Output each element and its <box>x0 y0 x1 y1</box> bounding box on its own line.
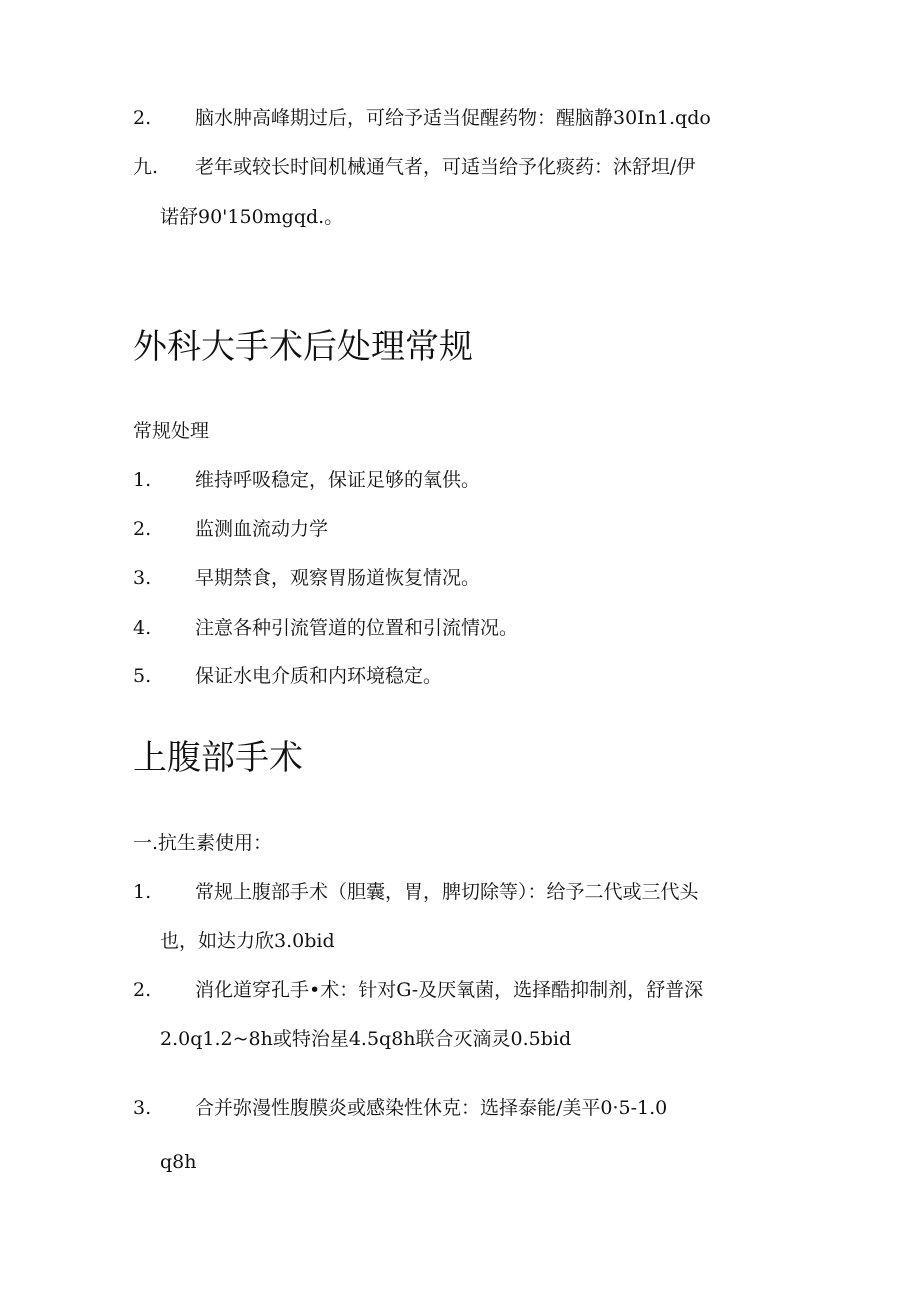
item-text: 监测血流动力学 <box>195 518 329 540</box>
item-number: 2. <box>133 518 152 540</box>
section-heading: 上腹部手术 <box>133 738 303 778</box>
item-text: 消化道穿孔手•术：针对G-及厌氧菌，选择酷抑制剂，舒普深 <box>195 979 704 1001</box>
item-text: 维持呼吸稳定，保证足够的氧供。 <box>195 469 481 491</box>
section-heading: 外科大手术后处理常规 <box>133 327 473 367</box>
item-text-continuation: q8h <box>160 1151 197 1173</box>
item-number: 2. <box>133 979 152 1001</box>
section-subtitle: 常规处理 <box>133 420 210 442</box>
item-text: 注意各种引流管道的位置和引流情况。 <box>195 617 519 639</box>
item-number: 3. <box>133 1097 152 1119</box>
item-text: 保证水电介质和内环境稳定。 <box>195 665 443 687</box>
item-text: 老年或较长时间机械通气者，可适当给予化痰药：沐舒坦/伊 <box>195 156 696 178</box>
item-text: 常规上腹部手术（胆囊，胃，脾切除等）：给予二代或三代头 <box>195 881 699 903</box>
item-text: 合并弥漫性腹膜炎或感染性休克：选择泰能/美平0·5-1.0 <box>195 1097 668 1119</box>
item-text: 早期禁食，观察胃肠道恢复情况。 <box>195 567 481 589</box>
item-number: 5. <box>133 665 152 687</box>
item-text-continuation: 也，如达力欣3.0bid <box>160 930 335 952</box>
item-number: 1. <box>133 469 152 491</box>
item-number: 2. <box>133 107 152 129</box>
item-text: 脑水肿高峰期过后，可给予适当促醒药物：醒脑静30In1.qdo <box>195 107 711 129</box>
item-number: 4. <box>133 617 152 639</box>
item-number: 1. <box>133 881 152 903</box>
item-text-continuation: 2.0q1.2~8h或特治星4.5q8h联合灭滴灵0.5bid <box>160 1028 572 1050</box>
item-number: 九. <box>133 156 159 178</box>
item-text-continuation: 诺舒90'150mgqd.。 <box>160 206 344 228</box>
section-subtitle: 一.抗生素使用： <box>133 832 273 854</box>
item-number: 3. <box>133 567 152 589</box>
